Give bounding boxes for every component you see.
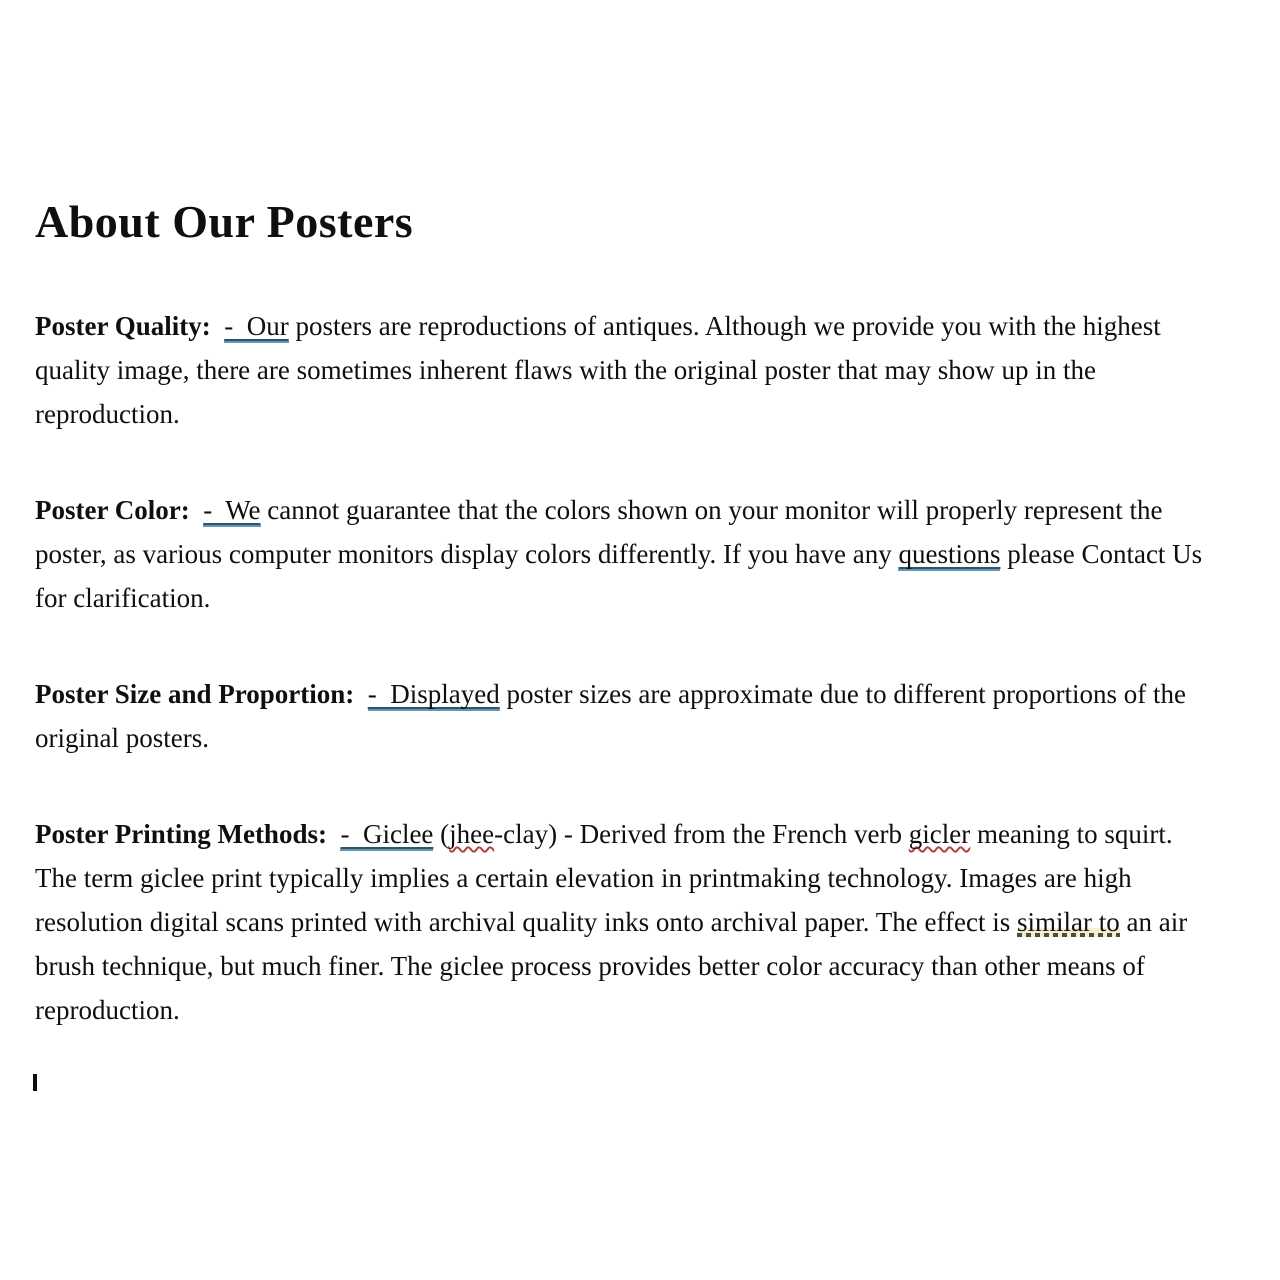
double-underlined-text: - Displayed [367,679,500,709]
double-underlined-text: questions [898,539,1001,569]
double-underlined-text: - We [203,495,261,525]
body-text: ( [433,819,450,849]
paragraph-poster-printing-methods [35,812,1210,1032]
body-text: an air brush technique, but much finer. The giclee process provides better color accuracy than other means of reproduction. [35,907,1194,1025]
body-text: meaning to squirt. The term giclee print typically implies a certain elevation in printmaking technology. Images are high resolution digital scans printed with archival quality inks onto archival paper. The effect is [35,819,1179,937]
spellcheck-squiggle-text: gicler [908,819,971,849]
paragraph-label-poster-size: Poster Size and Proportion: [35,679,368,709]
double-underlined-text: - Our [224,311,289,341]
spellcheck-squiggle-text: jhee [449,819,495,849]
paragraph-label-poster-printing: Poster Printing Methods: [35,819,341,849]
paragraph-poster-color [35,488,1210,620]
stylecheck-dotted-text: similar to [1017,907,1120,937]
body-text: -clay) - Derived from the French verb [494,819,909,849]
page-title: About Our Posters [35,196,414,247]
stray-caret-mark [33,1074,37,1091]
paragraph-label-poster-color: Poster Color: [35,495,204,525]
double-underlined-text: - Giclee [340,819,434,849]
body-text: please Contact Us for clarification. [35,539,1209,613]
paragraph-label-poster-quality: Poster Quality: [35,311,225,341]
body-text: poster sizes are approximate due to different proportions of the original posters. [35,679,1193,753]
body-text: posters are reproductions of antiques. Although we provide you with the highest quality image, there are sometimes inherent flaws with the original poster that may show up in the reproduction. [35,311,1168,429]
paragraph-poster-quality [35,304,1210,436]
body-text: cannot guarantee that the colors shown on your monitor will properly represent the poster, as various computer monitors display colors differently. If you have any [35,495,1170,569]
paragraph-poster-size-and-proportion [35,672,1210,760]
